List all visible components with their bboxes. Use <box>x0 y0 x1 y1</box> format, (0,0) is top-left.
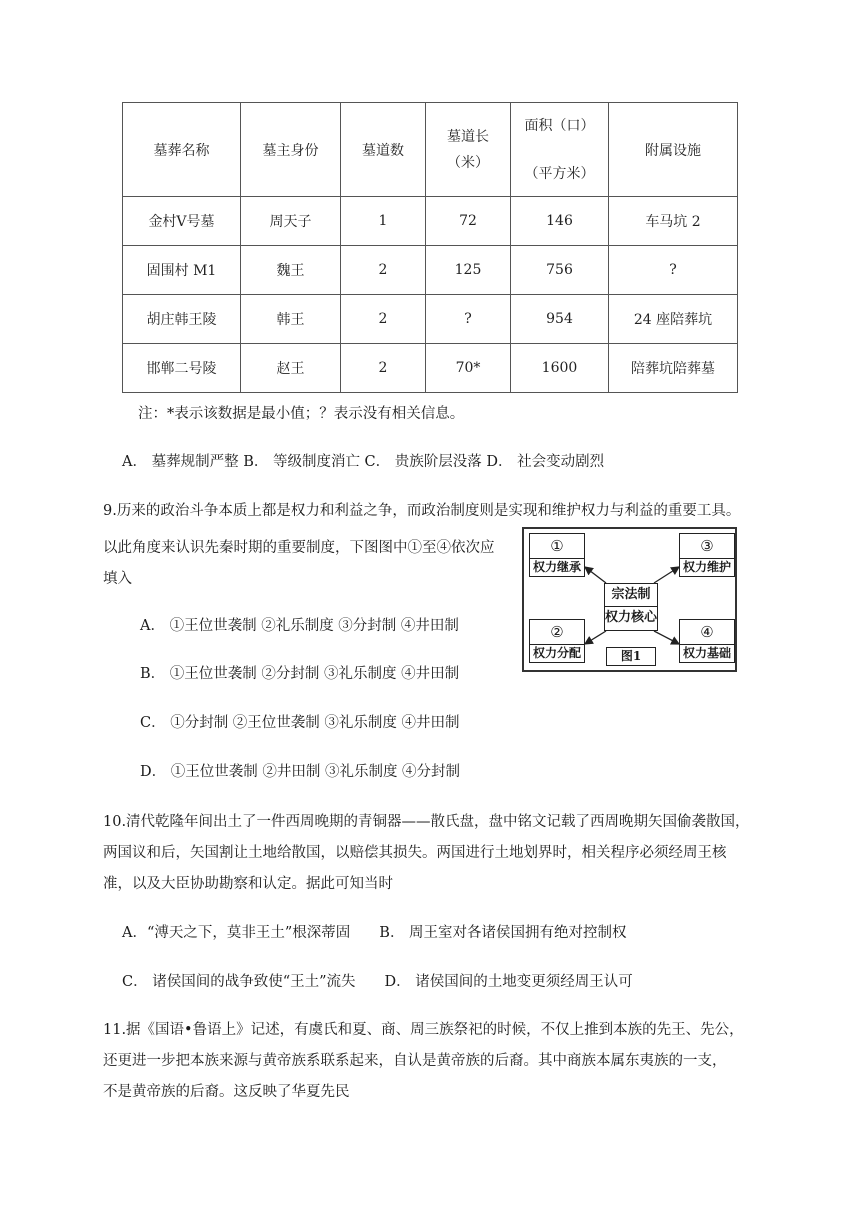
table-cell: 125 <box>426 246 511 295</box>
table-cell: 70* <box>426 344 511 393</box>
diagram-center-top: 宗法制 <box>605 584 657 607</box>
table-cell: 韩王 <box>241 295 341 344</box>
table-header-row <box>123 103 738 197</box>
header-cell: 墓主身份 <box>241 103 341 197</box>
diagram-box-number: ② <box>530 620 584 645</box>
header-line: 面积（口） <box>524 117 595 134</box>
table-cell: 146 <box>511 197 609 246</box>
header-cell <box>426 103 511 197</box>
table-cell: 车马坑 2 <box>609 197 738 246</box>
table-cell: 2 <box>341 295 426 344</box>
header-line: （平方米） <box>524 165 595 182</box>
table-note: 注：*表示该数据是最小值；？表示没有相关信息。 <box>138 406 465 422</box>
diagram-box-number: ① <box>530 534 584 559</box>
q9-stem-line: 填入 <box>103 571 132 587</box>
q9-stem-line: 以此角度来认识先秦时期的重要制度，下图图中①至④依次应 <box>103 540 495 556</box>
table-cell: 胡庄韩王陵 <box>123 295 241 344</box>
table-cell: 邯郸二号陵 <box>123 344 241 393</box>
diagram-box-label: 权力基础 <box>682 646 731 660</box>
table-row <box>123 197 738 246</box>
table-cell: 24 座陪葬坑 <box>609 295 738 344</box>
q9-option-c: C． ①分封制 ②王位世袭制 ③礼乐制度 ④井田制 <box>140 715 460 731</box>
table-cell: 954 <box>511 295 609 344</box>
table-cell: 赵王 <box>241 344 341 393</box>
table-cell: 魏王 <box>241 246 341 295</box>
header-cell: 墓道数 <box>341 103 426 197</box>
q11-stem-line: 11.据《国语•鲁语上》记述，有虞氏和夏、商、周三族祭祀的时候，不仅上推到本族的先王、先公， <box>103 1022 744 1038</box>
table-cell: ? <box>609 246 738 295</box>
diagram-box-foundation <box>679 619 735 663</box>
table-cell: 陪葬坑陪葬墓 <box>609 344 738 393</box>
table-cell: 1 <box>341 197 426 246</box>
q10-options-line: C． 诸侯国间的战争致使“王土”流失 D． 诸侯国间的土地变更须经周王认可 <box>122 974 633 990</box>
table-cell: 72 <box>426 197 511 246</box>
q9-option-a: A． ①王位世袭制 ②礼乐制度 ③分封制 ④井田制 <box>140 618 459 634</box>
diagram-box-label: 权力分配 <box>532 646 581 660</box>
header-cell <box>511 103 609 197</box>
q10-stem-line: 两国议和后，矢国割让土地给散国，以赔偿其损失。两国进行土地划界时，相关程序必须经周王核 <box>103 845 727 861</box>
power-diagram <box>522 527 737 672</box>
diagram-box-number: ③ <box>680 534 734 559</box>
q10-stem-line: 10.清代乾隆年间出土了一件西周晚期的青铜器——散氏盘，盘中铭文记载了西周晚期矢国偷袭散国， <box>103 814 750 830</box>
table-cell: ? <box>426 295 511 344</box>
diagram-box-number: ④ <box>680 620 734 645</box>
header-line: 墓道长 <box>447 128 489 145</box>
diagram-box-maintenance <box>679 533 735 577</box>
diagram-box-distribution <box>529 619 585 663</box>
q10-stem-line: 准，以及大臣协助勘察和认定。据此可知当时 <box>103 876 393 892</box>
diagram-caption <box>606 647 656 666</box>
q9-stem-line: 9.历来的政治斗争本质上都是权力和利益之争，而政治制度则是实现和维护权力与利益的重要工具。 <box>103 503 741 519</box>
diagram-box-label: 权力继承 <box>532 560 581 574</box>
q11-stem-line: 还更进一步把本族来源与黄帝族系联系起来，自认是黄帝族的后裔。其中商族本属东夷族的一支， <box>103 1053 727 1069</box>
table-row <box>123 246 738 295</box>
diagram-box-label: 权力维护 <box>682 560 731 574</box>
table-cell: 1600 <box>511 344 609 393</box>
table-cell: 固围村 M1 <box>123 246 241 295</box>
header-cell: 附属设施 <box>609 103 738 197</box>
q9-option-d: D． ①王位世袭制 ②井田制 ③礼乐制度 ④分封制 <box>140 764 461 780</box>
q11-stem-line: 不是黄帝族的后裔。这反映了华夏先民 <box>103 1084 350 1100</box>
diagram-center-bottom: 权力核心 <box>605 610 658 625</box>
table-cell: 2 <box>341 344 426 393</box>
diagram-caption-text: 图1 <box>620 649 642 663</box>
diagram-box-inheritance <box>529 533 585 577</box>
header-cell: 墓葬名称 <box>123 103 241 197</box>
table-row <box>123 344 738 393</box>
table-row <box>123 295 738 344</box>
table-cell: 周天子 <box>241 197 341 246</box>
q8-options: A． 墓葬规制严整 B． 等级制度消亡 C． 贵族阶层没落 D． 社会变动剧烈 <box>122 454 605 470</box>
q10-options-line: A．“溥天之下，莫非王土”根深蒂固 B． 周王室对各诸侯国拥有绝对控制权 <box>122 925 627 941</box>
table-cell: 金村Ⅴ号墓 <box>123 197 241 246</box>
q9-option-b: B． ①王位世袭制 ②分封制 ③礼乐制度 ④井田制 <box>140 666 460 682</box>
table-cell: 756 <box>511 246 609 295</box>
table-cell: 2 <box>341 246 426 295</box>
tomb-table <box>122 102 738 393</box>
header-line: （米） <box>447 154 489 171</box>
diagram-center-box <box>604 583 658 631</box>
